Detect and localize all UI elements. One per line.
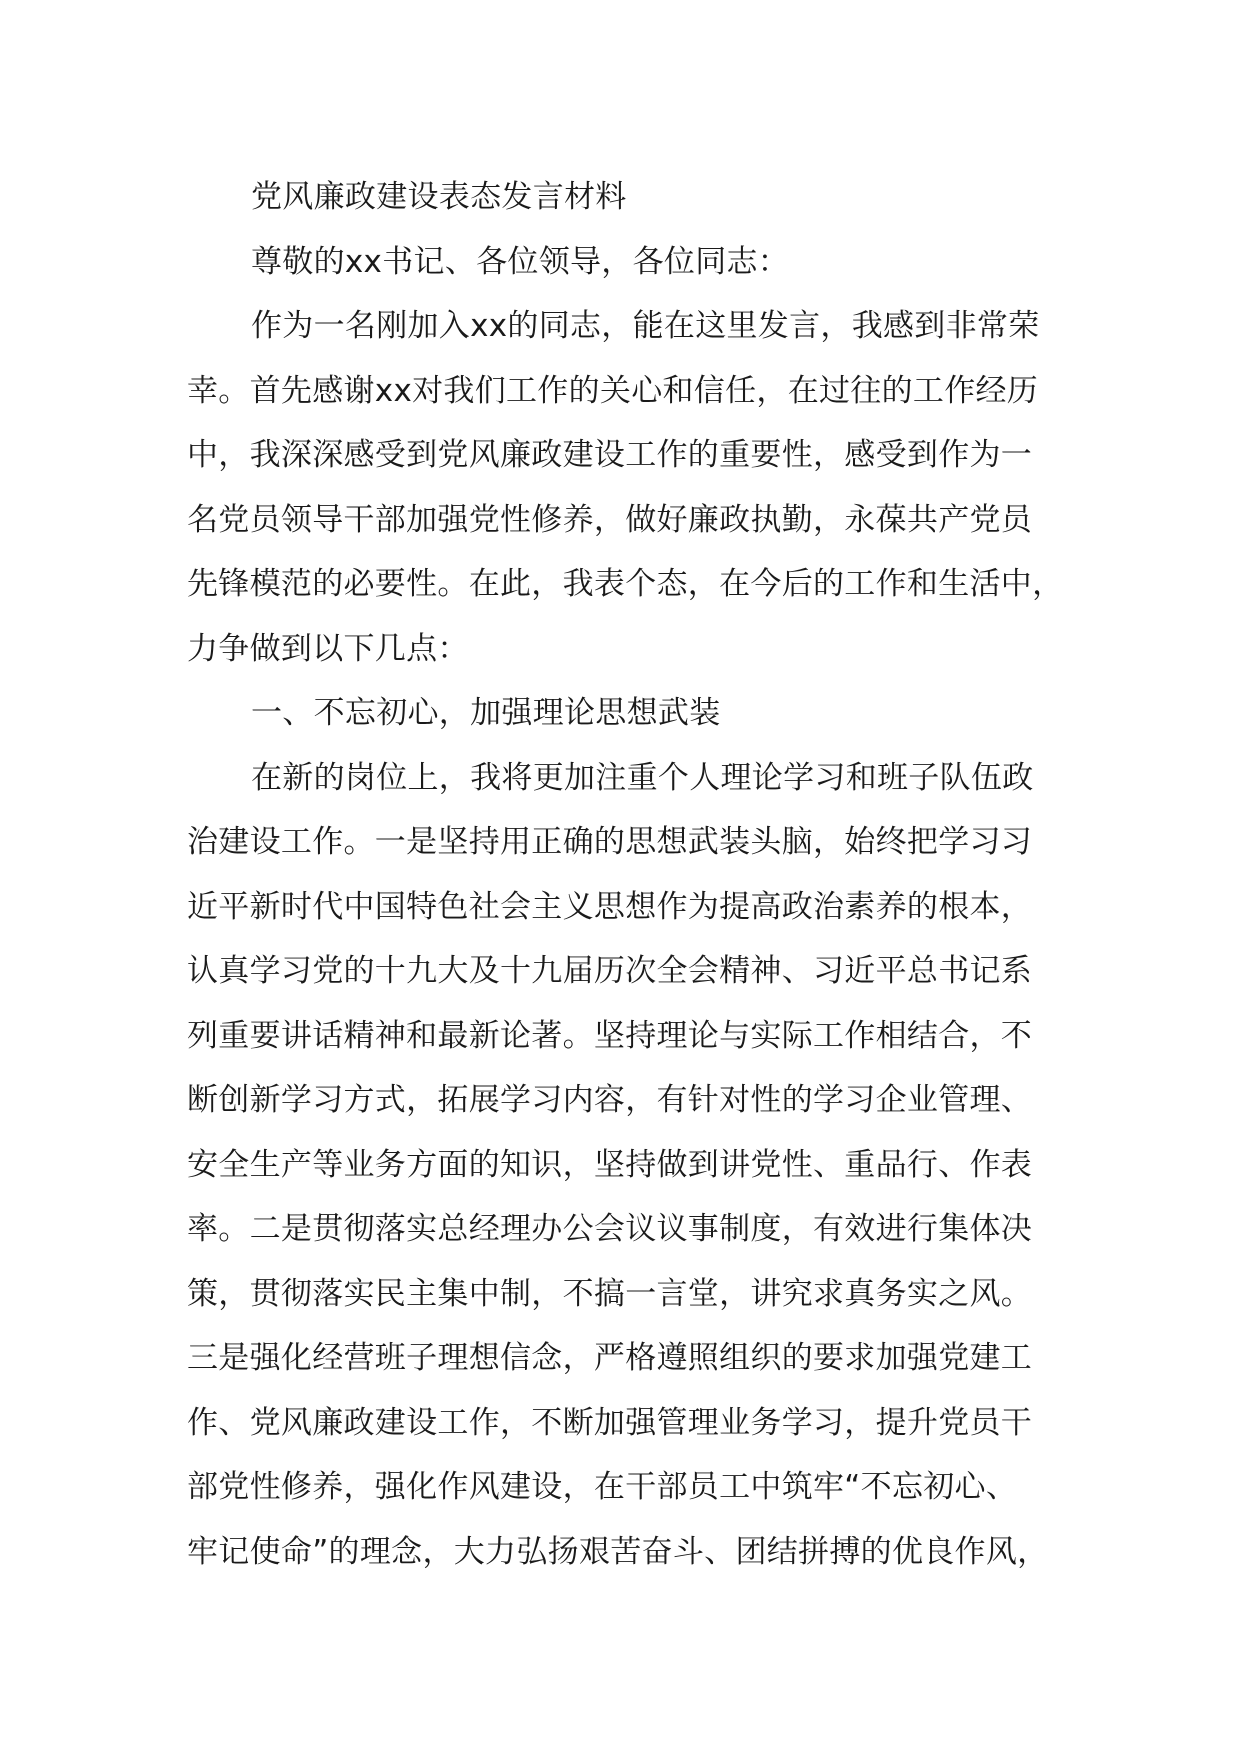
section-heading: 一、不忘初心，加强理论思想武装 [251, 695, 721, 731]
paragraph-line: 名党员领导干部加强党性修养，做好廉政执勤，永葆共产党员 [187, 501, 1033, 538]
paragraph-line: 安全生产等业务方面的知识，坚持做到讲党性、重品行、作表 [187, 1146, 1033, 1183]
paragraph-line: 率。二是贯彻落实总经理办公会议议事制度，有效进行集体决 [187, 1211, 1033, 1247]
document-body [187, 165, 1087, 1584]
paragraph-line: 策，贯彻落实民主集中制，不搞一言堂，讲究求真务实之风。 [187, 1275, 1033, 1312]
paragraph-line: 力争做到以下几点： [187, 630, 469, 667]
paragraph-line: 牢记使命”的理念，大力弘扬艰苦奋斗、团结拼搏的优良作风， [187, 1533, 1049, 1570]
salutation: 尊敬的xx书记、各位领导，各位同志： [251, 243, 790, 280]
paragraph-line: 中，我深深感受到党风廉政建设工作的重要性，感受到作为一 [187, 437, 1033, 473]
paragraph-line: 幸。首先感谢xx对我们工作的关心和信任，在过往的工作经历 [187, 372, 1039, 409]
paragraph-line: 作、党风廉政建设工作，不断加强管理业务学习，提升党员干 [187, 1404, 1033, 1441]
paragraph-line: 三是强化经营班子理想信念，严格遵照组织的要求加强党建工 [187, 1340, 1033, 1376]
paragraph-line: 近平新时代中国特色社会主义思想作为提高政治素养的根本， [187, 888, 1033, 925]
paragraph-line: 先锋模范的必要性。在此，我表个态，在今后的工作和生活中， [187, 566, 1064, 602]
paragraph-line: 部党性修养，强化作风建设，在干部员工中筑牢“不忘初心、 [187, 1469, 1018, 1505]
paragraph-line: 在新的岗位上，我将更加注重个人理论学习和班子队伍政 [251, 759, 1034, 796]
document-title: 党风廉政建设表态发言材料 [251, 179, 627, 215]
paragraph-line: 断创新学习方式，拓展学习内容，有针对性的学习企业管理、 [187, 1082, 1033, 1118]
paragraph-intro [187, 294, 1087, 681]
paragraph-line: 认真学习党的十九大及十九届历次全会精神、习近平总书记系 [187, 953, 1033, 989]
paragraph-section-1 [187, 746, 1087, 1585]
paragraph-line: 列重要讲话精神和最新论著。坚持理论与实际工作相结合，不 [187, 1017, 1033, 1054]
paragraph-line: 治建设工作。一是坚持用正确的思想武装头脑，始终把学习习 [187, 824, 1033, 860]
paragraph-line: 作为一名刚加入xx的同志，能在这里发言，我感到非常荣 [251, 308, 1040, 344]
